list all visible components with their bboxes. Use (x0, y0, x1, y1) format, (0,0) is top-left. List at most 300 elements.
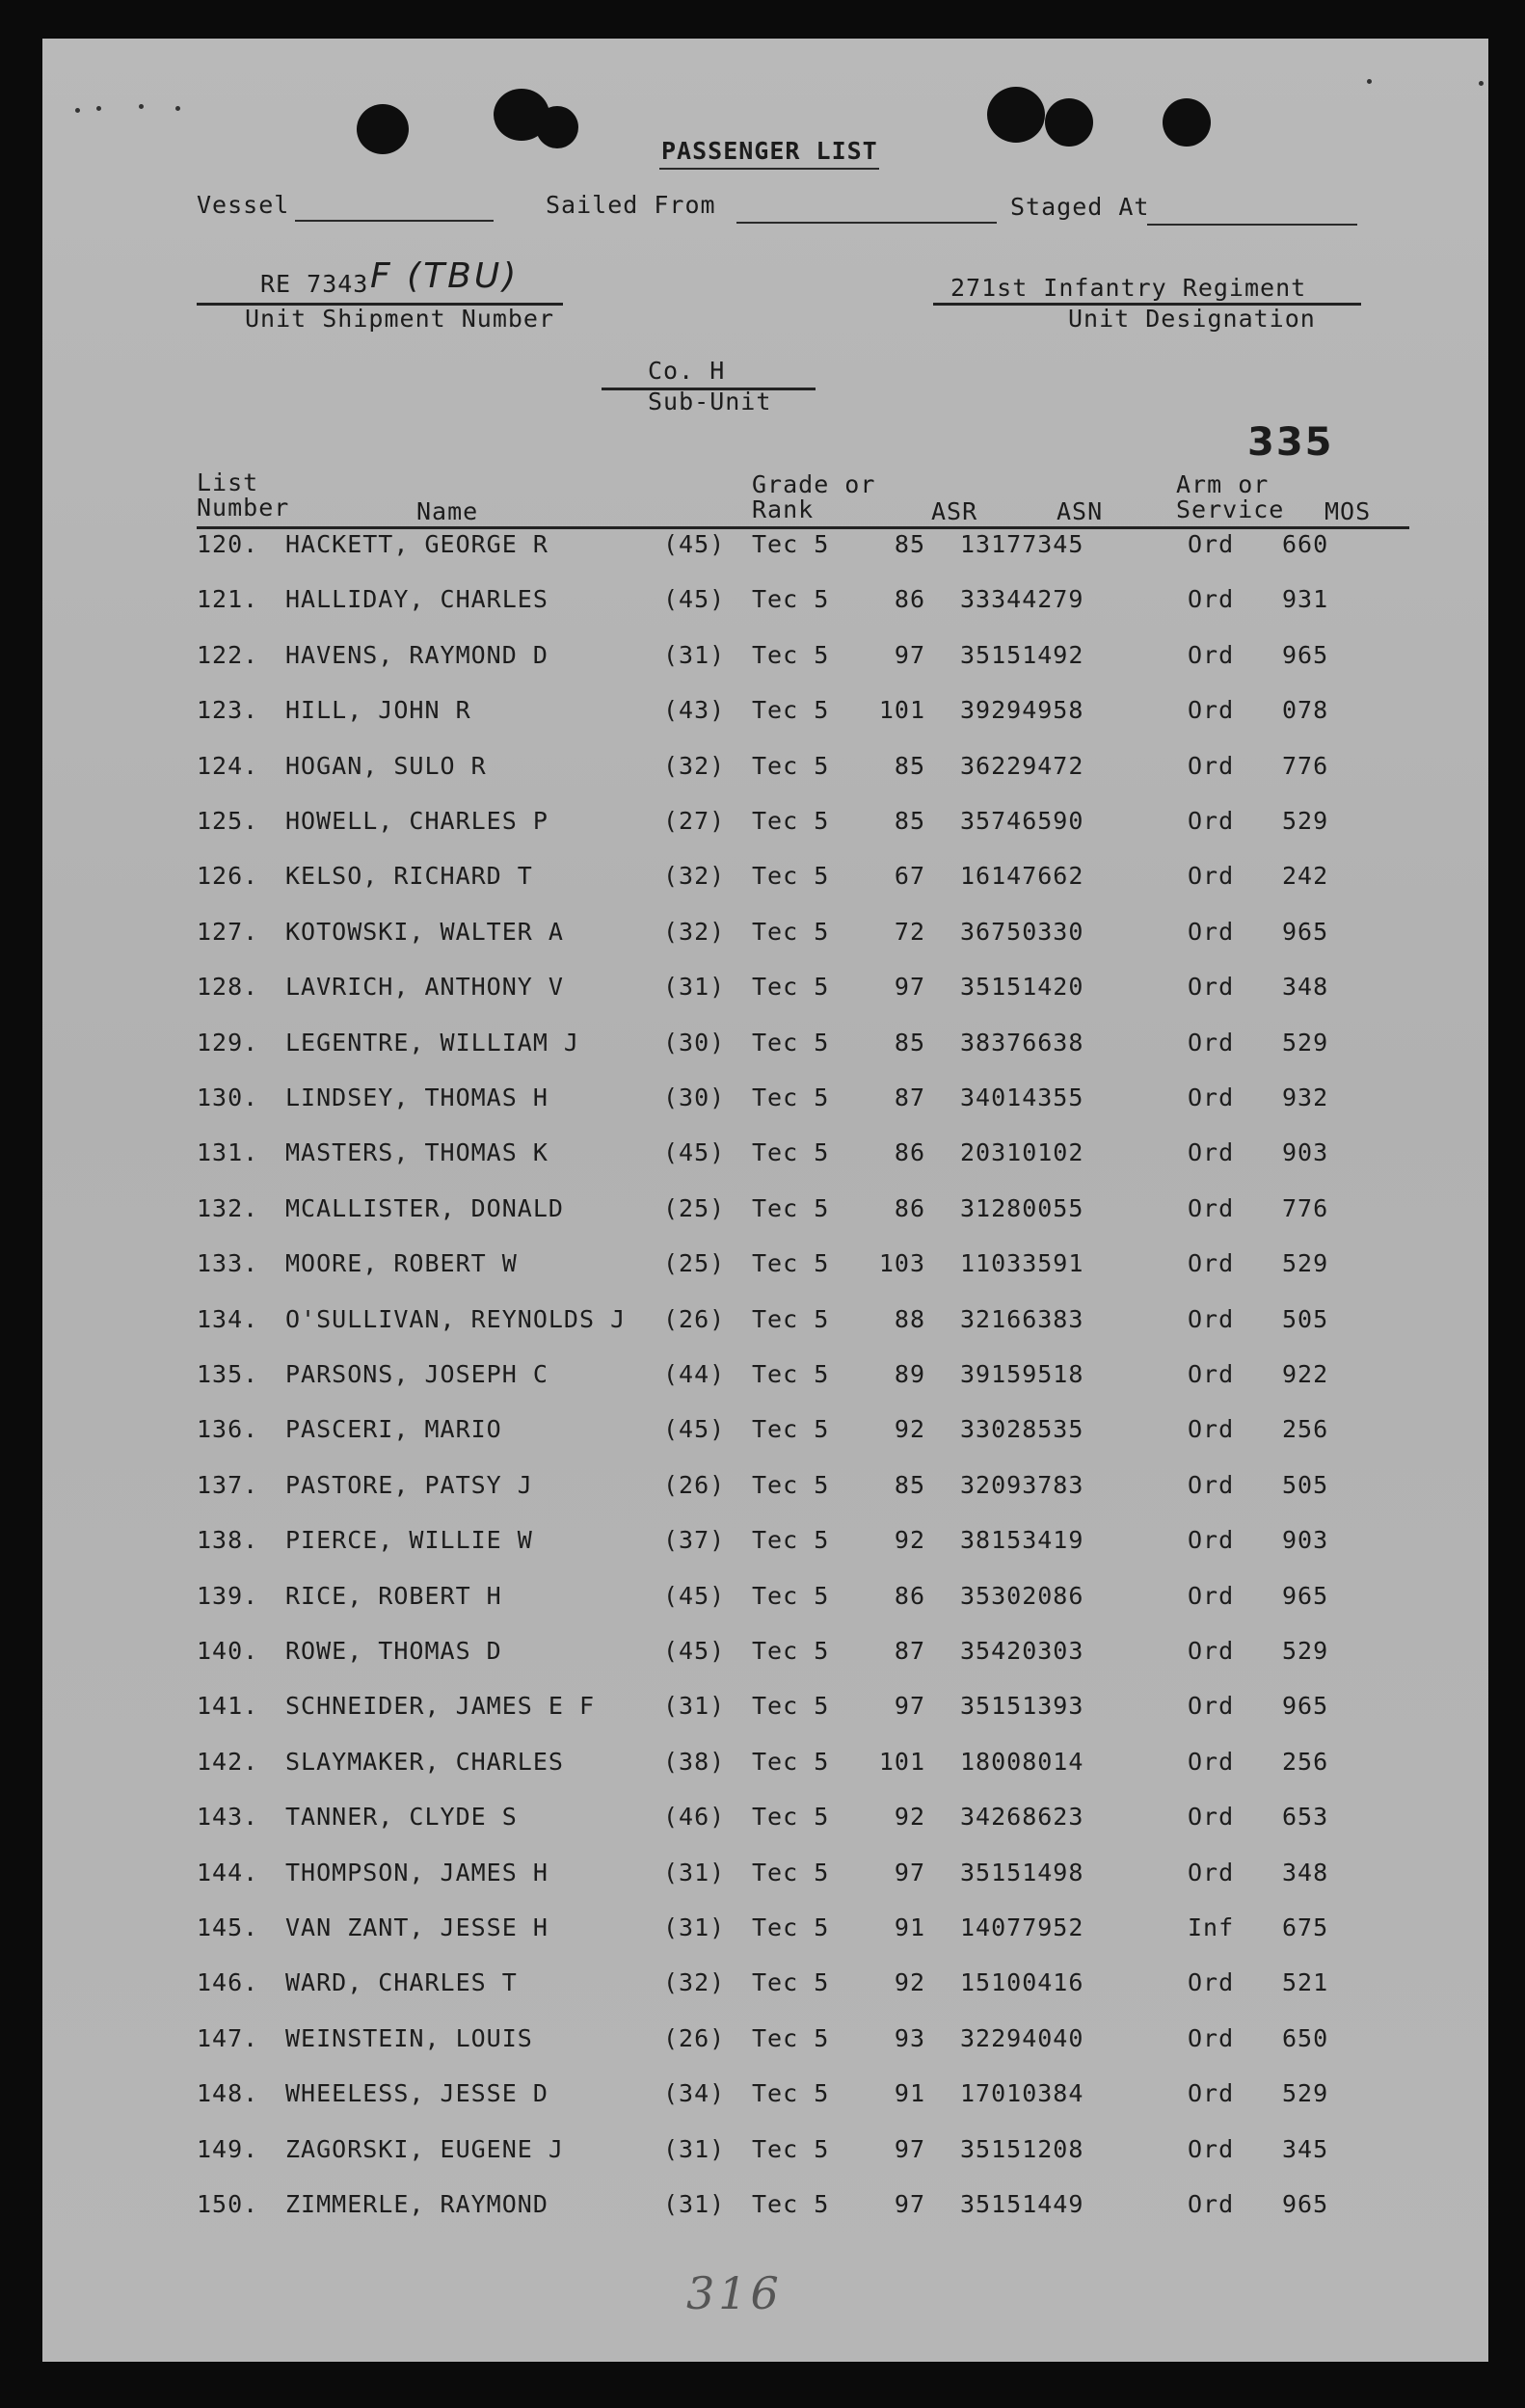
table-row (42, 1471, 1488, 1510)
document-page (42, 39, 1488, 2362)
table-row (42, 1305, 1488, 1344)
table-row (42, 696, 1488, 735)
army-serial-number: 17010384 (960, 2079, 1084, 2108)
list-number: 137. (197, 1470, 259, 1499)
mos-code: 529 (1282, 1249, 1329, 1278)
passenger-name: O'SULLIVAN, REYNOLDS J (285, 1304, 627, 1333)
list-number: 122. (197, 640, 259, 669)
mos-code: 903 (1282, 1526, 1329, 1555)
page-number: 335 (1247, 420, 1334, 465)
handwritten-page-note: 316 (686, 2267, 783, 2319)
grade-rank: Tec 5 (752, 585, 830, 614)
arm-service: Ord (1188, 1692, 1235, 1721)
age: (26) (663, 1470, 726, 1499)
vessel-field-line (295, 220, 494, 222)
army-serial-number: 14077952 (960, 1913, 1084, 1941)
list-number: 140. (197, 1637, 259, 1665)
mos-code: 776 (1282, 751, 1329, 780)
designation-caption: Unit Designation (1068, 305, 1316, 333)
arm-service: Ord (1188, 1249, 1235, 1278)
col-header-asn: ASN (1057, 497, 1104, 525)
age: (45) (663, 1581, 726, 1610)
army-serial-number: 31280055 (960, 1193, 1084, 1222)
grade-rank: Tec 5 (752, 1692, 830, 1721)
age: (45) (663, 1637, 726, 1665)
asr-score: 67 (894, 862, 925, 891)
list-number: 135. (197, 1360, 259, 1388)
list-number: 145. (197, 1913, 259, 1941)
army-serial-number: 39159518 (960, 1360, 1084, 1388)
age: (31) (663, 973, 726, 1002)
document-title: PASSENGER LIST (661, 137, 878, 165)
mos-code: 922 (1282, 1360, 1329, 1388)
grade-rank: Tec 5 (752, 1138, 830, 1167)
speck (1479, 81, 1484, 86)
arm-service: Ord (1188, 1193, 1235, 1222)
table-row (42, 1913, 1488, 1952)
list-number: 131. (197, 1138, 259, 1167)
army-serial-number: 35151492 (960, 640, 1084, 669)
list-number: 127. (197, 917, 259, 946)
army-serial-number: 13177345 (960, 530, 1084, 558)
arm-service: Ord (1188, 1858, 1235, 1886)
passenger-name: MCALLISTER, DONALD (285, 1193, 564, 1222)
asr-score: 91 (894, 1913, 925, 1941)
mos-code: 965 (1282, 1581, 1329, 1610)
asr-score: 87 (894, 1637, 925, 1665)
army-serial-number: 33028535 (960, 1415, 1084, 1444)
table-row (42, 585, 1488, 624)
table-row (42, 641, 1488, 680)
subunit-value: Co. H (648, 357, 726, 385)
punch-hole (1045, 98, 1093, 147)
age: (45) (663, 585, 726, 614)
list-number: 129. (197, 1028, 259, 1057)
asr-score: 86 (894, 1581, 925, 1610)
list-number: 141. (197, 1692, 259, 1721)
asr-score: 88 (894, 1304, 925, 1333)
passenger-name: HAVENS, RAYMOND D (285, 640, 548, 669)
arm-service: Ord (1188, 640, 1235, 669)
speck (96, 106, 101, 111)
mos-code: 653 (1282, 1803, 1329, 1832)
asr-score: 85 (894, 1028, 925, 1057)
grade-rank: Tec 5 (752, 2079, 830, 2108)
list-number: 147. (197, 2023, 259, 2052)
army-serial-number: 35746590 (960, 807, 1084, 835)
speck (175, 106, 180, 111)
table-row (42, 1968, 1488, 2007)
mos-code: 660 (1282, 530, 1329, 558)
passenger-name: HALLIDAY, CHARLES (285, 585, 548, 614)
arm-service: Ord (1188, 1803, 1235, 1832)
table-row (42, 1582, 1488, 1620)
army-serial-number: 38153419 (960, 1526, 1084, 1555)
arm-service: Ord (1188, 1304, 1235, 1333)
mos-code: 529 (1282, 2079, 1329, 2108)
army-serial-number: 34014355 (960, 1084, 1084, 1111)
vessel-label: Vessel (197, 191, 290, 219)
age: (38) (663, 1747, 726, 1776)
age: (32) (663, 862, 726, 891)
arm-service: Ord (1188, 1028, 1235, 1057)
age: (45) (663, 1138, 726, 1167)
table-row (42, 1194, 1488, 1233)
asr-score: 97 (894, 973, 925, 1002)
grade-rank: Tec 5 (752, 2023, 830, 2052)
grade-rank: Tec 5 (752, 2190, 830, 2218)
army-serial-number: 35302086 (960, 1581, 1084, 1610)
grade-rank: Tec 5 (752, 1581, 830, 1610)
list-number: 148. (197, 2079, 259, 2108)
asr-score: 97 (894, 1692, 925, 1721)
col-header-name: Name (416, 497, 479, 525)
passenger-name: KELSO, RICHARD T (285, 862, 533, 891)
army-serial-number: 36229472 (960, 751, 1084, 780)
age: (31) (663, 2190, 726, 2218)
grade-rank: Tec 5 (752, 1858, 830, 1886)
passenger-name: KOTOWSKI, WALTER A (285, 917, 564, 946)
arm-service: Ord (1188, 2134, 1235, 2163)
col-header-grade-line1: Grade or (752, 470, 876, 498)
army-serial-number: 15100416 (960, 1968, 1084, 1997)
asr-score: 85 (894, 530, 925, 558)
table-row (42, 1859, 1488, 1897)
passenger-name: ZAGORSKI, EUGENE J (285, 2134, 564, 2163)
arm-service: Ord (1188, 1470, 1235, 1499)
age: (37) (663, 1526, 726, 1555)
age: (31) (663, 1858, 726, 1886)
table-row (42, 1692, 1488, 1730)
asr-score: 86 (894, 1138, 925, 1167)
passenger-name: ROWE, THOMAS D (285, 1637, 502, 1665)
army-serial-number: 35151208 (960, 2134, 1084, 2163)
army-serial-number: 36750330 (960, 917, 1084, 946)
passenger-name: MASTERS, THOMAS K (285, 1138, 548, 1167)
arm-service: Ord (1188, 1415, 1235, 1444)
staged-at-field-line (1147, 224, 1357, 226)
asr-score: 92 (894, 1803, 925, 1832)
age: (31) (663, 1913, 726, 1941)
army-serial-number: 35151498 (960, 1858, 1084, 1886)
grade-rank: Tec 5 (752, 530, 830, 558)
mos-code: 965 (1282, 917, 1329, 946)
list-number: 130. (197, 1084, 259, 1111)
grade-rank: Tec 5 (752, 917, 830, 946)
grade-rank: Tec 5 (752, 1747, 830, 1776)
list-number: 142. (197, 1747, 259, 1776)
table-row (42, 2079, 1488, 2118)
passenger-name: PARSONS, JOSEPH C (285, 1360, 548, 1388)
col-header-list-number-line1: List (197, 468, 259, 496)
passenger-name: TANNER, CLYDE S (285, 1803, 518, 1832)
asr-score: 97 (894, 2134, 925, 2163)
passenger-name: WEINSTEIN, LOUIS (285, 2023, 533, 2052)
passenger-name: HACKETT, GEORGE R (285, 530, 548, 558)
mos-code: 505 (1282, 1304, 1329, 1333)
col-header-grade-line2: Rank (752, 495, 815, 523)
passenger-name: MOORE, ROBERT W (285, 1249, 518, 1278)
punch-hole (357, 104, 409, 154)
army-serial-number: 34268623 (960, 1803, 1084, 1832)
passenger-name: ZIMMERLE, RAYMOND (285, 2190, 548, 2218)
arm-service: Ord (1188, 1968, 1235, 1997)
army-serial-number: 20310102 (960, 1138, 1084, 1167)
army-serial-number: 39294958 (960, 696, 1084, 725)
mos-code: 242 (1282, 862, 1329, 891)
mos-code: 348 (1282, 973, 1329, 1002)
passenger-name: THOMPSON, JAMES H (285, 1858, 548, 1886)
grade-rank: Tec 5 (752, 1084, 830, 1111)
arm-service: Ord (1188, 1747, 1235, 1776)
asr-score: 97 (894, 2190, 925, 2218)
table-row (42, 2190, 1488, 2229)
age: (31) (663, 2134, 726, 2163)
list-number: 134. (197, 1304, 259, 1333)
passenger-name: SLAYMAKER, CHARLES (285, 1747, 564, 1776)
mos-code: 256 (1282, 1747, 1329, 1776)
mos-code: 675 (1282, 1913, 1329, 1941)
staged-at-label: Staged At (1010, 193, 1150, 221)
age: (44) (663, 1360, 726, 1388)
age: (45) (663, 1415, 726, 1444)
table-row (42, 1415, 1488, 1454)
grade-rank: Tec 5 (752, 1803, 830, 1832)
army-serial-number: 35151420 (960, 973, 1084, 1002)
mos-code: 505 (1282, 1470, 1329, 1499)
grade-rank: Tec 5 (752, 1193, 830, 1222)
arm-service: Ord (1188, 585, 1235, 614)
sailed-from-field-line (736, 222, 997, 224)
army-serial-number: 32166383 (960, 1304, 1084, 1333)
grade-rank: Tec 5 (752, 1470, 830, 1499)
asr-score: 85 (894, 807, 925, 835)
sailed-from-label: Sailed From (546, 191, 716, 219)
list-number: 123. (197, 696, 259, 725)
grade-rank: Tec 5 (752, 1415, 830, 1444)
table-row (42, 752, 1488, 790)
speck (139, 104, 144, 109)
asr-score: 93 (894, 2023, 925, 2052)
asr-score: 85 (894, 1470, 925, 1499)
mos-code: 345 (1282, 2134, 1329, 2163)
list-number: 121. (197, 585, 259, 614)
punch-hole (536, 106, 578, 148)
asr-score: 89 (894, 1360, 925, 1388)
list-number: 124. (197, 751, 259, 780)
table-row (42, 807, 1488, 845)
table-row (42, 1138, 1488, 1177)
arm-service: Ord (1188, 973, 1235, 1002)
table-row (42, 1748, 1488, 1786)
army-serial-number: 11033591 (960, 1249, 1084, 1278)
arm-service: Ord (1188, 530, 1235, 558)
header-rule (197, 526, 1409, 529)
passenger-name: VAN ZANT, JESSE H (285, 1913, 548, 1941)
table-row (42, 530, 1488, 569)
mos-code: 529 (1282, 1637, 1329, 1665)
mos-code: 348 (1282, 1858, 1329, 1886)
mos-code: 965 (1282, 1692, 1329, 1721)
table-row (42, 973, 1488, 1011)
age: (26) (663, 1304, 726, 1333)
mos-code: 931 (1282, 585, 1329, 614)
mos-code: 903 (1282, 1138, 1329, 1167)
list-number: 125. (197, 807, 259, 835)
army-serial-number: 35151449 (960, 2190, 1084, 2218)
passenger-name: SCHNEIDER, JAMES E F (285, 1692, 596, 1721)
list-number: 139. (197, 1581, 259, 1610)
list-number: 146. (197, 1968, 259, 1997)
arm-service: Ord (1188, 1084, 1235, 1111)
col-header-arm-line1: Arm or (1176, 470, 1270, 498)
asr-score: 86 (894, 585, 925, 614)
title-underline (659, 168, 879, 170)
age: (32) (663, 917, 726, 946)
table-row (42, 2024, 1488, 2063)
army-serial-number: 18008014 (960, 1747, 1084, 1776)
age: (31) (663, 1692, 726, 1721)
list-number: 133. (197, 1249, 259, 1278)
asr-score: 92 (894, 1968, 925, 1997)
passenger-name: PIERCE, WILLIE W (285, 1526, 533, 1555)
army-serial-number: 35151393 (960, 1692, 1084, 1721)
table-row (42, 1803, 1488, 1841)
arm-service: Inf (1188, 1913, 1235, 1941)
age: (30) (663, 1084, 726, 1111)
arm-service: Ord (1188, 1637, 1235, 1665)
army-serial-number: 32093783 (960, 1470, 1084, 1499)
army-serial-number: 32294040 (960, 2023, 1084, 2052)
list-number: 144. (197, 1858, 259, 1886)
age: (31) (663, 640, 726, 669)
mos-code: 078 (1282, 696, 1329, 725)
table-row (42, 1360, 1488, 1399)
grade-rank: Tec 5 (752, 862, 830, 891)
arm-service: Ord (1188, 862, 1235, 891)
arm-service: Ord (1188, 2190, 1235, 2218)
shipment-caption: Unit Shipment Number (245, 305, 555, 333)
mos-code: 256 (1282, 1415, 1329, 1444)
table-row (42, 1249, 1488, 1288)
list-number: 126. (197, 862, 259, 891)
age: (25) (663, 1249, 726, 1278)
age: (26) (663, 2023, 726, 2052)
grade-rank: Tec 5 (752, 696, 830, 725)
passenger-name: PASCERI, MARIO (285, 1415, 502, 1444)
grade-rank: Tec 5 (752, 1637, 830, 1665)
punch-hole (987, 87, 1045, 143)
age: (30) (663, 1028, 726, 1057)
mos-code: 776 (1282, 1193, 1329, 1222)
army-serial-number: 38376638 (960, 1028, 1084, 1057)
mos-code: 529 (1282, 807, 1329, 835)
age: (27) (663, 807, 726, 835)
col-header-list-number-line2: Number (197, 494, 290, 522)
asr-score: 92 (894, 1415, 925, 1444)
mos-code: 965 (1282, 2190, 1329, 2218)
arm-service: Ord (1188, 2023, 1235, 2052)
list-number: 132. (197, 1193, 259, 1222)
age: (34) (663, 2079, 726, 2108)
passenger-name: HOWELL, CHARLES P (285, 807, 548, 835)
speck (1367, 79, 1372, 84)
list-number: 120. (197, 530, 259, 558)
passenger-name: LEGENTRE, WILLIAM J (285, 1028, 579, 1057)
table-row (42, 918, 1488, 956)
table-row (42, 1029, 1488, 1067)
arm-service: Ord (1188, 1360, 1235, 1388)
age: (32) (663, 1968, 726, 1997)
grade-rank: Tec 5 (752, 751, 830, 780)
passenger-name: RICE, ROBERT H (285, 1581, 502, 1610)
arm-service: Ord (1188, 696, 1235, 725)
arm-service: Ord (1188, 1138, 1235, 1167)
grade-rank: Tec 5 (752, 640, 830, 669)
mos-code: 650 (1282, 2023, 1329, 2052)
passenger-name: LAVRICH, ANTHONY V (285, 973, 564, 1002)
col-header-mos: MOS (1324, 497, 1372, 525)
asr-score: 101 (878, 696, 925, 725)
army-serial-number: 16147662 (960, 862, 1084, 891)
mos-code: 529 (1282, 1028, 1329, 1057)
table-row (42, 1526, 1488, 1565)
list-number: 136. (197, 1415, 259, 1444)
grade-rank: Tec 5 (752, 1304, 830, 1333)
unit-designation: 271st Infantry Regiment (950, 274, 1307, 302)
table-row (42, 1084, 1488, 1122)
arm-service: Ord (1188, 2079, 1235, 2108)
arm-service: Ord (1188, 1581, 1235, 1610)
age: (46) (663, 1803, 726, 1832)
punch-hole (1163, 98, 1211, 147)
passenger-name: PASTORE, PATSY J (285, 1470, 533, 1499)
grade-rank: Tec 5 (752, 1968, 830, 1997)
age: (25) (663, 1193, 726, 1222)
mos-code: 521 (1282, 1968, 1329, 1997)
arm-service: Ord (1188, 1526, 1235, 1555)
age: (45) (663, 530, 726, 558)
col-header-asr: ASR (931, 497, 978, 525)
table-row (42, 1637, 1488, 1675)
list-number: 149. (197, 2134, 259, 2163)
grade-rank: Tec 5 (752, 1249, 830, 1278)
asr-score: 91 (894, 2079, 925, 2108)
asr-score: 86 (894, 1193, 925, 1222)
arm-service: Ord (1188, 917, 1235, 946)
speck (75, 108, 80, 113)
list-number: 138. (197, 1526, 259, 1555)
grade-rank: Tec 5 (752, 973, 830, 1002)
list-number: 128. (197, 973, 259, 1002)
arm-service: Ord (1188, 807, 1235, 835)
table-row (42, 862, 1488, 900)
table-row (42, 2135, 1488, 2174)
asr-score: 72 (894, 917, 925, 946)
grade-rank: Tec 5 (752, 1526, 830, 1555)
col-header-arm-line2: Service (1176, 495, 1285, 523)
asr-score: 85 (894, 751, 925, 780)
army-serial-number: 35420303 (960, 1637, 1084, 1665)
asr-score: 97 (894, 1858, 925, 1886)
arm-service: Ord (1188, 751, 1235, 780)
army-serial-number: 33344279 (960, 585, 1084, 614)
passenger-name: HOGAN, SULO R (285, 751, 487, 780)
shipment-number: RE 7343 (260, 270, 369, 298)
mos-code: 965 (1282, 640, 1329, 669)
passenger-name: WARD, CHARLES T (285, 1968, 518, 1997)
shipment-handwritten-note: F (TBU) (370, 256, 520, 296)
